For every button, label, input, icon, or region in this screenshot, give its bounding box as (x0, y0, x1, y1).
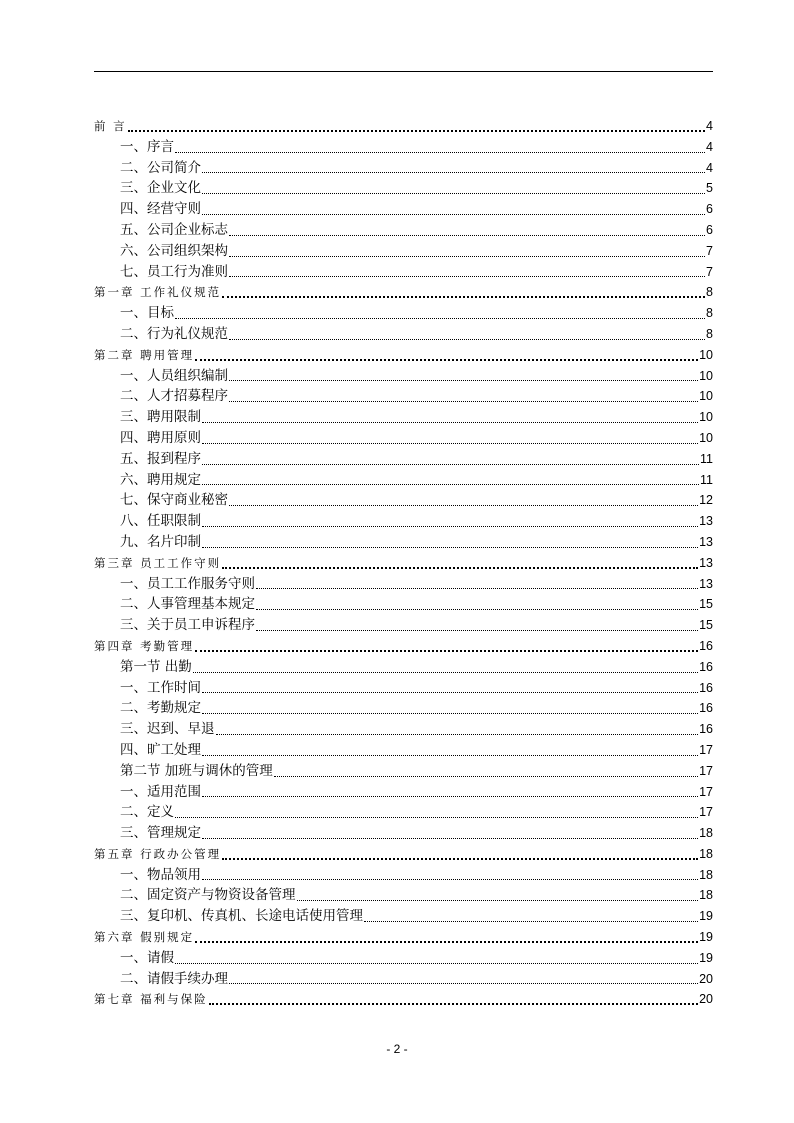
toc-dot-leader (222, 553, 698, 569)
toc-dot-leader (202, 179, 705, 194)
toc-entry-item[interactable] (94, 178, 713, 199)
toc-entry-page: 6 (706, 222, 713, 237)
toc-entry-page: 6 (706, 202, 713, 217)
toc-dot-leader (216, 720, 699, 735)
toc-entry-title: 三、关于员工申诉程序 (120, 617, 255, 634)
toc-entry-title: 二、请假手续办理 (120, 970, 228, 987)
toc-dot-leader (229, 366, 698, 381)
toc-entry-page: 8 (706, 306, 713, 321)
toc-entry-title: 第一节 出勤 (120, 658, 192, 675)
toc-entry-chapter[interactable] (94, 844, 713, 865)
toc-dot-leader (229, 242, 705, 257)
toc-entry-page: 7 (706, 264, 713, 279)
page-number: - 2 - (386, 1042, 408, 1056)
toc-entry-page: 15 (699, 618, 713, 633)
toc-entry-page: 11 (700, 451, 713, 466)
toc-entry-item[interactable] (94, 615, 713, 636)
toc-entry-title: 四、经营守则 (120, 201, 201, 218)
toc-entry-title: 第五章 行政办公管理 (94, 846, 222, 861)
toc-dot-leader (202, 678, 698, 693)
toc-entry-page: 18 (699, 846, 713, 861)
toc-entry-item[interactable] (94, 740, 713, 761)
toc-entry-title: 五、报到程序 (120, 450, 201, 467)
toc-entry-item[interactable] (94, 719, 713, 740)
toc-entry-item[interactable] (94, 678, 713, 699)
toc-entry-title: 前 言 (94, 119, 127, 133)
toc-entry-page: 17 (699, 784, 713, 799)
table-of-contents (94, 116, 713, 1010)
toc-entry-title: 二、人才招募程序 (120, 388, 228, 405)
toc-dot-leader (229, 969, 698, 984)
toc-entry-item[interactable] (94, 428, 713, 449)
toc-dot-leader (175, 803, 698, 818)
toc-dot-leader (256, 574, 698, 589)
toc-dot-leader (175, 304, 705, 319)
toc-entry-item[interactable] (94, 969, 713, 990)
toc-dot-leader (202, 450, 699, 465)
toc-entry-title: 一、请假 (120, 949, 174, 966)
toc-entry-page: 13 (699, 576, 713, 591)
toc-entry-page: 17 (699, 805, 713, 820)
toc-entry-item[interactable] (94, 490, 713, 511)
toc-entry-page: 10 (699, 347, 713, 362)
toc-entry-title: 六、聘用规定 (120, 471, 201, 488)
toc-entry-page: 18 (699, 867, 713, 882)
toc-entry-page: 7 (706, 243, 713, 258)
toc-entry-page: 19 (699, 950, 713, 965)
toc-entry-page: 17 (699, 742, 713, 757)
toc-entry-page: 8 (706, 285, 713, 300)
toc-entry-section[interactable] (94, 657, 713, 678)
toc-entry-page: 18 (699, 888, 713, 903)
toc-entry-item[interactable] (94, 407, 713, 428)
toc-dot-leader (202, 533, 698, 548)
toc-entry-title: 一、适用范围 (120, 783, 201, 800)
toc-entry-page: 17 (699, 763, 713, 778)
toc-entry-item[interactable] (94, 532, 713, 553)
toc-entry-item[interactable] (94, 802, 713, 823)
toc-dot-leader (202, 699, 698, 714)
toc-dot-leader (297, 886, 699, 901)
toc-entry-title: 一、物品领用 (120, 866, 201, 883)
toc-entry-item[interactable] (94, 220, 713, 241)
toc-entry-page: 19 (699, 930, 713, 945)
toc-dot-leader (202, 470, 699, 485)
toc-dot-leader (193, 658, 698, 673)
toc-entry-title: 三、迟到、早退 (120, 721, 215, 738)
toc-entry-title: 三、管理规定 (120, 825, 201, 842)
toc-dot-leader (175, 138, 705, 153)
toc-entry-chapter[interactable] (94, 282, 713, 303)
toc-dot-leader (202, 741, 698, 756)
toc-entry-title: 二、公司简介 (120, 159, 201, 176)
toc-entry-title: 第一章 工作礼仪规范 (94, 285, 222, 300)
toc-entry-item[interactable] (94, 782, 713, 803)
toc-entry-chapter[interactable] (94, 636, 713, 657)
toc-entry-item[interactable] (94, 948, 713, 969)
toc-entry-title: 七、员工行为准则 (120, 263, 228, 280)
toc-dot-leader (175, 949, 698, 964)
toc-entry-page: 16 (699, 659, 713, 674)
toc-entry-chapter[interactable] (94, 927, 713, 948)
toc-entry-title: 二、定义 (120, 804, 174, 821)
toc-dot-leader (202, 865, 698, 880)
toc-entry-item[interactable] (94, 594, 713, 615)
toc-dot-leader (229, 221, 705, 236)
toc-dot-leader (202, 429, 698, 444)
toc-dot-leader (222, 282, 705, 298)
toc-entry-title: 一、员工工作服务守则 (120, 575, 255, 592)
toc-entry-page: 13 (699, 514, 713, 529)
toc-entry-title: 一、目标 (120, 305, 174, 322)
toc-dot-leader (364, 907, 698, 922)
toc-entry-title: 九、名片印制 (120, 533, 201, 550)
toc-entry-page: 16 (699, 680, 713, 695)
toc-entry-title: 三、聘用限制 (120, 409, 201, 426)
toc-dot-leader (128, 116, 705, 132)
toc-dot-leader (195, 636, 698, 652)
toc-entry-chapter[interactable] (94, 989, 713, 1010)
toc-dot-leader (209, 989, 698, 1005)
toc-entry-item[interactable] (94, 885, 713, 906)
toc-entry-page: 20 (699, 992, 713, 1007)
toc-entry-title: 二、考勤规定 (120, 700, 201, 717)
toc-dot-leader (195, 345, 698, 361)
toc-entry-page: 5 (706, 181, 713, 196)
toc-entry-item[interactable] (94, 698, 713, 719)
toc-entry-title: 一、序言 (120, 138, 174, 155)
toc-entry-item[interactable] (94, 158, 713, 179)
toc-entry-page: 19 (699, 909, 713, 924)
toc-dot-leader (195, 927, 698, 943)
toc-entry-title: 五、公司企业标志 (120, 221, 228, 238)
toc-dot-leader (202, 158, 705, 173)
toc-entry-page: 8 (706, 326, 713, 341)
toc-dot-leader (229, 387, 698, 402)
toc-entry-title: 第六章 假别规定 (94, 930, 195, 945)
toc-dot-leader (274, 762, 698, 777)
toc-entry-item[interactable] (94, 574, 713, 595)
toc-entry-item[interactable] (94, 865, 713, 886)
toc-dot-leader (229, 491, 698, 506)
toc-entry-title: 四、聘用原则 (120, 429, 201, 446)
toc-entry-item[interactable] (94, 386, 713, 407)
toc-entry-item[interactable] (94, 199, 713, 220)
toc-entry-section[interactable] (94, 761, 713, 782)
toc-entry-page: 10 (699, 389, 713, 404)
toc-entry-page: 10 (699, 368, 713, 383)
toc-entry-title: 七、保守商业秘密 (120, 492, 228, 509)
header-rule (94, 71, 713, 72)
toc-entry-item[interactable] (94, 137, 713, 158)
toc-entry-title: 一、人员组织编制 (120, 367, 228, 384)
toc-dot-leader (202, 200, 705, 215)
toc-dot-leader (202, 824, 698, 839)
toc-entry-item[interactable] (94, 324, 713, 345)
toc-entry-title: 三、复印机、传真机、长途电话使用管理 (120, 908, 363, 925)
toc-entry-title: 第四章 考勤管理 (94, 638, 195, 653)
toc-dot-leader (256, 595, 698, 610)
toc-entry-title: 第三章 员工工作守则 (94, 555, 222, 570)
toc-entry-page: 4 (706, 139, 713, 154)
toc-entry-title: 四、旷工处理 (120, 741, 201, 758)
toc-dot-leader (222, 844, 698, 860)
toc-entry-title: 二、人事管理基本规定 (120, 596, 255, 613)
toc-entry-title: 八、任职限制 (120, 513, 201, 530)
toc-dot-leader (202, 408, 698, 423)
toc-entry-title: 一、工作时间 (120, 679, 201, 696)
toc-entry-title: 二、固定资产与物资设备管理 (120, 887, 296, 904)
toc-entry-page: 20 (699, 971, 713, 986)
toc-entry-title: 三、企业文化 (120, 180, 201, 197)
toc-dot-leader (202, 782, 698, 797)
toc-dot-leader (202, 512, 698, 527)
toc-dot-leader (229, 325, 705, 340)
toc-entry-page: 13 (699, 555, 713, 570)
toc-entry-page: 13 (699, 534, 713, 549)
toc-entry-item[interactable] (94, 241, 713, 262)
toc-entry-chapter[interactable] (94, 116, 713, 137)
toc-entry-title: 六、公司组织架构 (120, 242, 228, 259)
toc-entry-item[interactable] (94, 303, 713, 324)
toc-entry-chapter[interactable] (94, 553, 713, 574)
toc-dot-leader (229, 262, 705, 277)
toc-entry-page: 10 (699, 410, 713, 425)
toc-dot-leader (256, 616, 698, 631)
toc-entry-page: 16 (699, 722, 713, 737)
toc-entry-item[interactable] (94, 823, 713, 844)
toc-entry-page: 12 (699, 493, 713, 508)
toc-entry-page: 16 (699, 638, 713, 653)
toc-entry-item[interactable] (94, 511, 713, 532)
toc-entry-page: 11 (700, 472, 713, 487)
toc-entry-page: 16 (699, 701, 713, 716)
toc-entry-item[interactable] (94, 449, 713, 470)
toc-entry-page: 10 (699, 430, 713, 445)
toc-entry-item[interactable] (94, 262, 713, 283)
toc-entry-chapter[interactable] (94, 345, 713, 366)
toc-entry-item[interactable] (94, 366, 713, 387)
toc-entry-item[interactable] (94, 470, 713, 491)
toc-entry-title: 二、行为礼仪规范 (120, 325, 228, 342)
toc-entry-page: 18 (699, 826, 713, 841)
toc-entry-page: 4 (706, 160, 713, 175)
toc-entry-page: 15 (699, 597, 713, 612)
toc-entry-title: 第七章 福利与保险 (94, 992, 208, 1007)
toc-entry-title: 第二节 加班与调休的管理 (120, 762, 273, 779)
toc-entry-item[interactable] (94, 906, 713, 927)
toc-entry-title: 第二章 聘用管理 (94, 347, 195, 362)
toc-entry-page: 4 (706, 119, 713, 133)
